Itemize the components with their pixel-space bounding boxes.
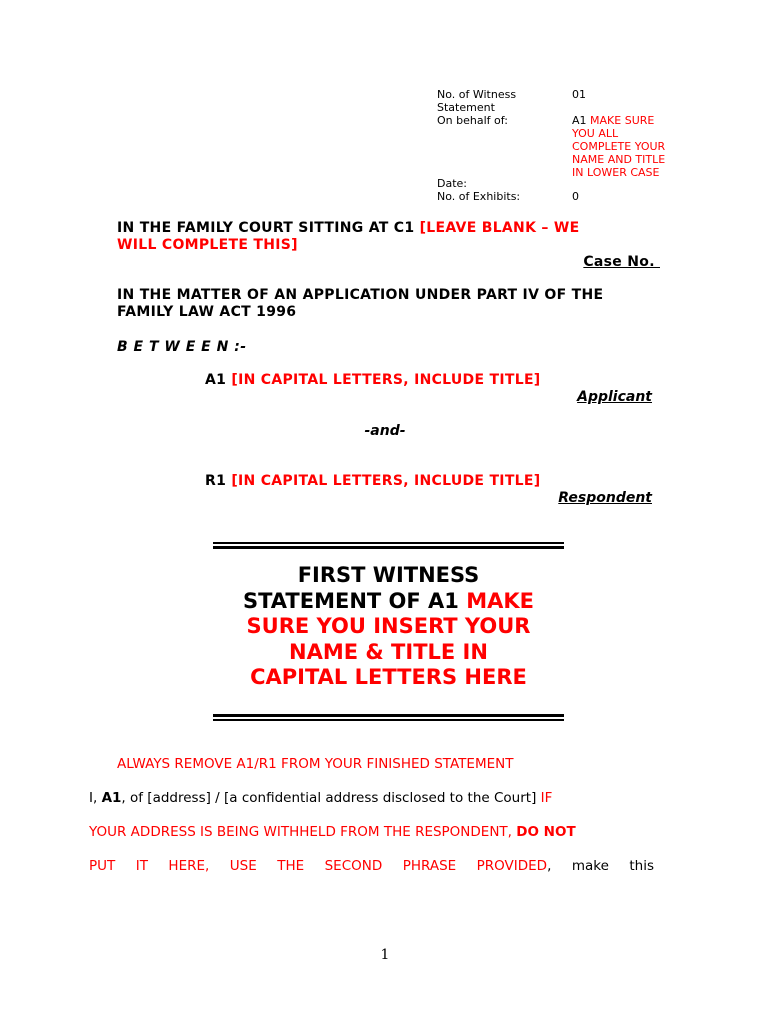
applicant-name: A1 xyxy=(205,372,227,388)
respondent-line xyxy=(205,473,540,490)
respondent-name: R1 xyxy=(205,473,227,489)
p3-word-1: PUT xyxy=(89,858,116,874)
behalf-label: On behalf of: xyxy=(437,114,508,127)
title-line-3: SURE YOU INSERT YOUR xyxy=(246,614,531,638)
meta-labels xyxy=(437,88,516,127)
witness-label-2: Statement xyxy=(437,101,495,114)
behalf-note-4: NAME AND TITLE xyxy=(572,153,666,166)
p3-word-8-group xyxy=(477,858,552,874)
witness-label-1: No. of Witness xyxy=(437,88,517,101)
respondent-role: Respondent xyxy=(558,490,652,506)
behalf-note-1: MAKE SURE xyxy=(590,114,655,127)
p3-word-9: make xyxy=(571,858,609,874)
p3-word-6: SECOND xyxy=(324,858,383,874)
p3-word-8: PROVIDED xyxy=(476,858,548,874)
title-line-4: NAME & TITLE IN xyxy=(289,639,488,664)
p2-text: YOUR ADDRESS IS BEING WITHHELD FROM THE RESPONDENT, xyxy=(89,824,512,840)
p3-word-7: PHRASE xyxy=(402,858,457,874)
respondent-note: [IN CAPITAL LETTERS, INCLUDE TITLE] xyxy=(231,473,541,489)
p2-do-not: DO NOT xyxy=(516,824,576,840)
p3-word-4: USE xyxy=(229,858,257,874)
behalf-note-3: COMPLETE YOUR xyxy=(572,140,666,153)
p3-comma: , xyxy=(547,858,552,874)
title-line-2: STATEMENT OF A1 xyxy=(242,588,459,613)
page-number: 1 xyxy=(380,947,390,963)
and-separator: -and- xyxy=(364,423,406,439)
title-rule-bottom-1 xyxy=(213,714,564,717)
court-complete-note: WILL COMPLETE THIS] xyxy=(117,237,298,253)
applicant-role: Applicant xyxy=(577,389,652,405)
title-line-1: FIRST WITNESS xyxy=(297,563,480,587)
statement-title xyxy=(185,563,592,691)
p1-rest: , of [address] / [a confidential address disclosed to the Court] xyxy=(121,790,537,806)
title-rule-bottom-2 xyxy=(213,719,564,721)
court-heading xyxy=(117,220,657,254)
exhibits-label: No. of Exhibits: xyxy=(437,190,521,203)
between-label: B E T W E E N :- xyxy=(117,339,247,355)
paragraph-line-2 xyxy=(89,824,576,840)
paragraph-line-1 xyxy=(89,790,654,806)
p1-if: IF xyxy=(540,790,553,806)
behalf-value xyxy=(572,114,665,179)
behalf-value-a1: A1 xyxy=(572,114,587,127)
title-rule-top-1 xyxy=(213,542,564,544)
behalf-note-5: IN LOWER CASE xyxy=(572,166,660,179)
matter-heading xyxy=(117,287,677,321)
p1-start: I, xyxy=(89,790,102,806)
p3-word-10: this xyxy=(629,858,654,874)
paragraph-line-3 xyxy=(89,858,654,874)
behalf-note-2: YOU ALL xyxy=(572,127,619,140)
matter-line-2: FAMILY LAW ACT 1996 xyxy=(117,304,297,320)
court-line-1: IN THE FAMILY COURT SITTING AT C1 xyxy=(117,220,415,236)
p3-word-2: IT xyxy=(135,858,148,874)
matter-line-1: IN THE MATTER OF AN APPLICATION UNDER PART IV OF THE xyxy=(117,287,604,303)
p3-word-3: HERE, xyxy=(168,858,210,874)
applicant-note: [IN CAPITAL LETTERS, INCLUDE TITLE] xyxy=(231,372,541,388)
title-line-5: CAPITAL LETTERS HERE xyxy=(250,665,527,689)
title-rule-top-2 xyxy=(213,546,564,549)
title-make-note: MAKE xyxy=(466,588,535,613)
applicant-line xyxy=(205,372,541,389)
case-number: Case No. xyxy=(583,254,660,270)
date-label: Date: xyxy=(437,177,467,190)
witness-value: 01 xyxy=(572,88,586,101)
p3-word-5: THE xyxy=(277,858,305,874)
remove-note: ALWAYS REMOVE A1/R1 FROM YOUR FINISHED STATEMENT xyxy=(117,756,514,772)
p1-a1: A1 xyxy=(101,790,122,806)
exhibits-value: 0 xyxy=(572,190,579,203)
court-leave-blank-note: [LEAVE BLANK – WE xyxy=(419,220,580,236)
